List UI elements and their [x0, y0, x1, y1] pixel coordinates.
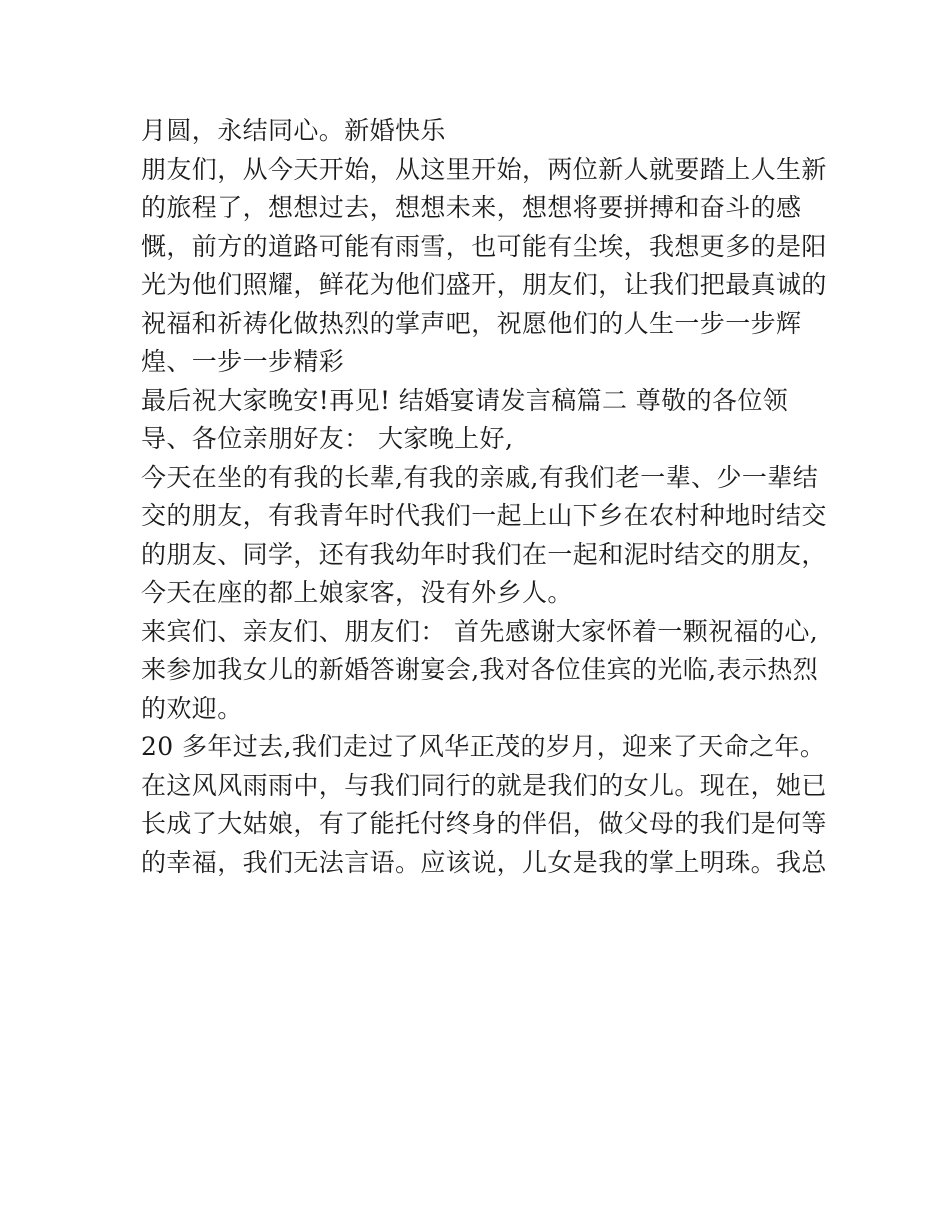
text-line: 20 多年过去,我们走过了风华正茂的岁月，迎来了天命之年。	[141, 732, 826, 761]
text-line: 朋友们，从今天开始，从这里开始，两位新人就要踏上人生新	[141, 154, 827, 184]
text-line: 交的朋友，有我青年时代我们一起上山下乡在农村种地时结交	[141, 501, 827, 530]
text-line: 今天在坐的有我的长辈,有我的亲戚,有我们老一辈、少一辈结	[141, 462, 819, 492]
text-line: 的朋友、同学，还有我幼年时我们在一起和泥时结交的朋友，	[141, 539, 827, 569]
document-body	[141, 112, 827, 882]
text-line: 慨，前方的道路可能有雨雪，也可能有尘埃，我想更多的是阳	[141, 231, 827, 261]
text-line: 长成了大姑娘，有了能托付终身的伴侣，做父母的我们是何等	[141, 809, 827, 838]
text-line: 祝福和祈祷化做热烈的掌声吧，祝愿他们的人生一步一步辉	[141, 308, 802, 338]
text-line: 在这风风雨雨中，与我们同行的就是我们的女儿。现在，她已	[141, 770, 827, 800]
text-line: 最后祝大家晚安!再见! 结婚宴请发言稿篇二 尊敬的各位领	[141, 385, 789, 415]
text-line: 来宾们、亲友们、朋友们： 首先感谢大家怀着一颗祝福的心,	[141, 616, 819, 646]
text-line: 的幸福，我们无法言语。应该说，儿女是我的掌上明珠。我总	[141, 847, 827, 877]
text-line: 来参加我女儿的新婚答谢宴会,我对各位佳宾的光临,表示热烈	[141, 655, 819, 684]
text-line: 的旅程了，想想过去，想想未来，想想将要拼搏和奋斗的感	[141, 193, 802, 222]
text-line: 的欢迎。	[141, 693, 243, 723]
text-line: 导、各位亲朋好友： 大家晚上好,	[141, 424, 514, 453]
text-line: 煌、一步一步精彩	[141, 347, 345, 376]
text-line: 光为他们照耀，鲜花为他们盛开，朋友们，让我们把最真诚的	[141, 270, 827, 299]
text-line: 今天在座的都上娘家客，没有外乡人。	[141, 578, 573, 607]
text-line: 月圆，永结同心。新婚快乐	[141, 116, 446, 145]
